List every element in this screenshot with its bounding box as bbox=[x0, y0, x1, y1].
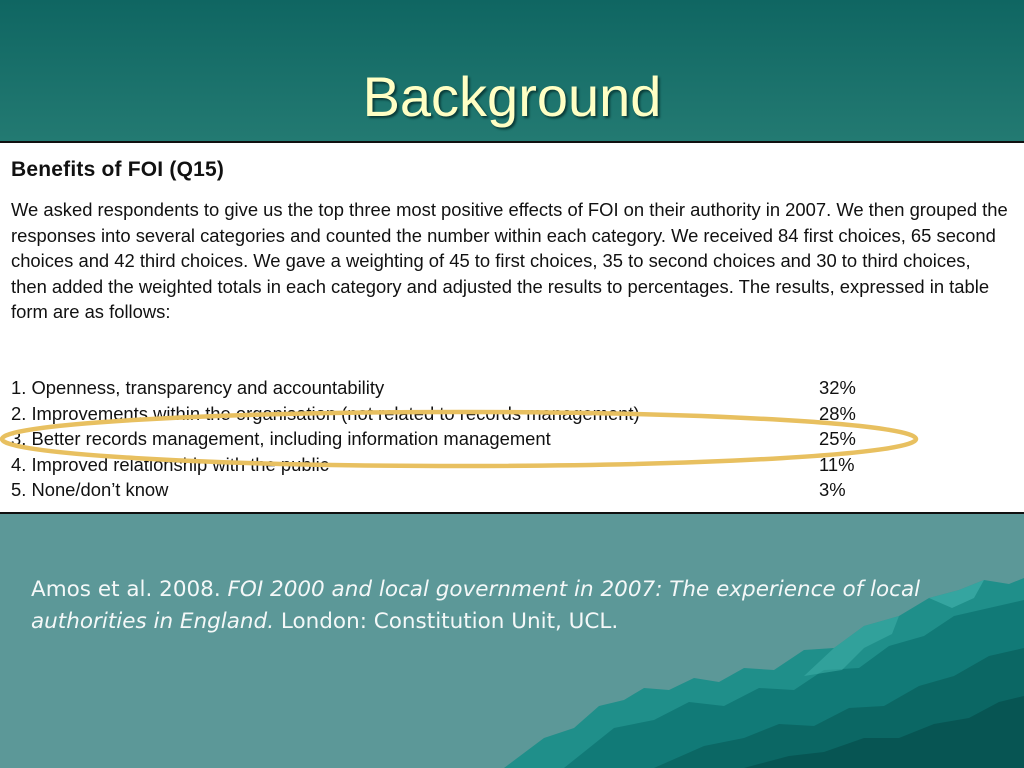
result-label: 1. Openness, transparency and accountability bbox=[11, 377, 385, 398]
section-heading: Benefits of FOI (Q15) bbox=[11, 158, 225, 181]
citation-title: FOI 2000 and local government in 2007: The experience of local authorities in England. bbox=[31, 577, 921, 634]
result-row bbox=[11, 375, 911, 401]
citation-authors: Amos et al. 2008. bbox=[31, 577, 228, 602]
result-row bbox=[11, 426, 911, 452]
result-value: 25% bbox=[819, 428, 856, 450]
result-label: 5. None/don’t know bbox=[11, 479, 169, 501]
slide-title: Background bbox=[362, 65, 662, 128]
result-label: 3. Better records management, including information management bbox=[11, 428, 551, 450]
result-row bbox=[11, 401, 911, 427]
result-label: 2. Improvements within the organisation (not related to records management) bbox=[11, 402, 640, 424]
result-value: 32% bbox=[819, 377, 856, 398]
content-box bbox=[0, 141, 1024, 514]
citation-publisher: London: Constitution Unit, UCL. bbox=[274, 608, 619, 634]
iceberg-graphic bbox=[504, 578, 1024, 768]
result-row bbox=[11, 477, 911, 503]
results-list bbox=[11, 375, 911, 503]
result-value: 11% bbox=[819, 453, 855, 475]
result-row bbox=[11, 452, 911, 478]
result-value: 28% bbox=[819, 402, 856, 424]
intro-paragraph: We asked respondents to give us the top three most positive effects of FOI on their authority in 2007. We then grouped the responses into several categories and counted the number within each category. We received 84 first choices, 65 second choices and 42 third choices. We gave a weighting of 45 to first choices, 35 to second choices and 30 to third choices, then added the weighted totals in each category and adjusted the results to percentages. The results, expressed in table form are as follows: bbox=[11, 199, 1008, 323]
result-value: 3% bbox=[819, 479, 846, 501]
result-label: 4. Improved relationship with the public bbox=[11, 453, 329, 475]
